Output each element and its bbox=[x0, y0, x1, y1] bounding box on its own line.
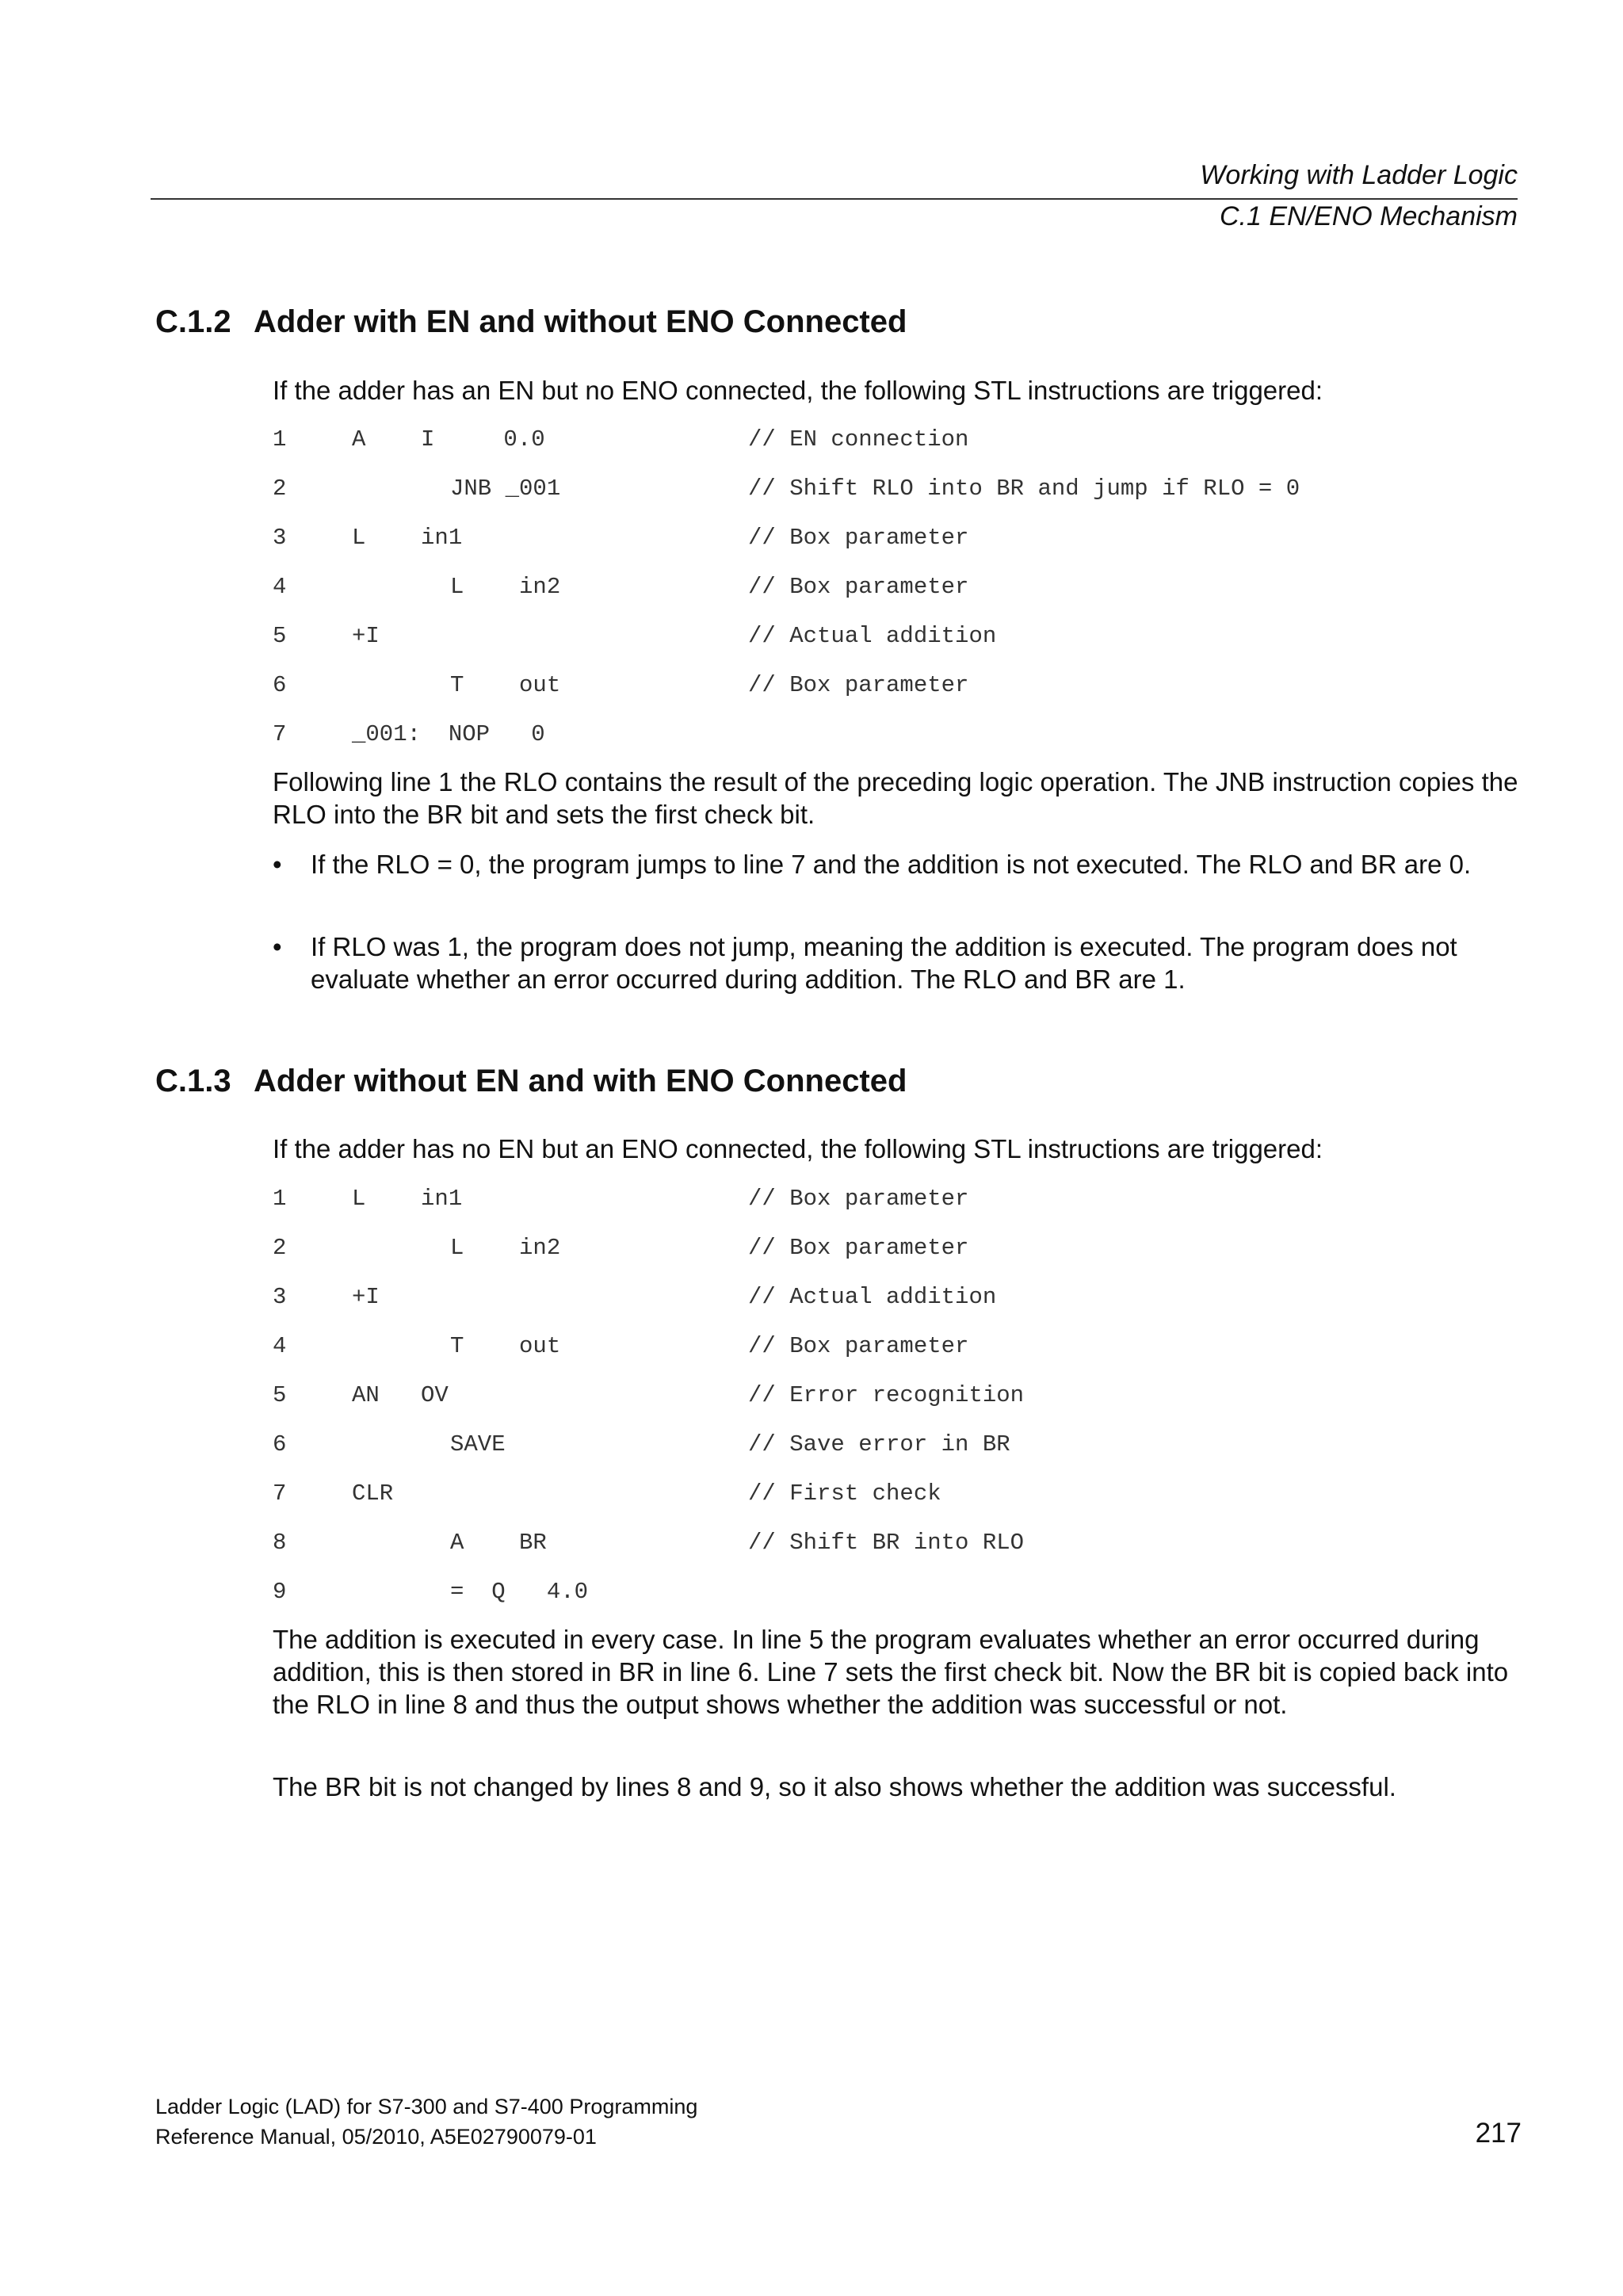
stl-comment: // First check bbox=[748, 1480, 941, 1507]
stl-comment: // Box parameter bbox=[748, 525, 969, 551]
stl-comment: // Shift BR into RLO bbox=[748, 1530, 1025, 1556]
stl-instruction: L in1 bbox=[352, 525, 463, 551]
line-number: 5 bbox=[273, 623, 287, 649]
section-title: Adder with EN and without ENO Connected bbox=[254, 304, 907, 339]
code-line bbox=[273, 1527, 1382, 1559]
stl-instruction: _001: NOP 0 bbox=[352, 721, 545, 747]
code-line bbox=[273, 1429, 1382, 1461]
stl-comment: // Save error in BR bbox=[748, 1431, 1010, 1457]
stl-instruction: CLR bbox=[352, 1480, 394, 1507]
line-number: 7 bbox=[273, 1480, 287, 1507]
bullet-text: If the RLO = 0, the program jumps to line 7 and the addition is not executed. The RLO and BR are 0. bbox=[311, 850, 1472, 879]
stl-instruction: L in2 bbox=[450, 1235, 561, 1261]
stl-instruction: SAVE bbox=[450, 1431, 506, 1457]
stl-instruction: T out bbox=[450, 672, 561, 698]
stl-instruction: L in2 bbox=[450, 574, 561, 600]
line-number: 4 bbox=[273, 574, 287, 600]
footer-title: Ladder Logic (LAD) for S7-300 and S7-400 Programming bbox=[155, 2095, 698, 2118]
closing-paragraph: The BR bit is not changed by lines 8 and 9, so it also shows whether the addition was successful. bbox=[273, 1772, 1396, 1801]
line-number: 1 bbox=[273, 1186, 287, 1212]
line-number: 2 bbox=[273, 1235, 287, 1261]
stl-comment: // Error recognition bbox=[748, 1382, 1025, 1408]
line-number: 3 bbox=[273, 1284, 287, 1310]
explanation-paragraph: The addition is executed in every case. In line 5 the program evaluates whether an error occurred during addition, this is then stored in BR in line 6. Line 7 sets the first check bit. Now the BR bit is copied back into the RLO in line 8 and thus the output shows whether the addition was successful or not. bbox=[273, 1625, 1509, 1719]
stl-comment: // Actual addition bbox=[748, 1284, 997, 1310]
code-line bbox=[273, 424, 1382, 456]
line-number: 5 bbox=[273, 1382, 287, 1408]
code-line bbox=[273, 670, 1382, 701]
stl-comment: // Actual addition bbox=[748, 623, 997, 649]
bullet-item bbox=[273, 848, 1525, 881]
stl-instruction: AN OV bbox=[352, 1382, 449, 1408]
section-number: C.1.3 bbox=[155, 1064, 231, 1098]
explanation-paragraph: Following line 1 the RLO contains the result of the preceding logic operation. The JNB instruction copies the RLO into the BR bit and sets the first check bit. bbox=[273, 767, 1518, 829]
header-divider bbox=[151, 198, 1518, 200]
line-number: 6 bbox=[273, 1431, 287, 1457]
stl-instruction: +I bbox=[352, 623, 380, 649]
code-line bbox=[273, 719, 1382, 751]
stl-comment: // EN connection bbox=[748, 426, 969, 453]
page-number: 217 bbox=[1475, 2118, 1522, 2149]
section-title: Adder without EN and with ENO Connected bbox=[254, 1064, 907, 1098]
code-line bbox=[273, 522, 1382, 554]
bullet-text: If RLO was 1, the program does not jump, meaning the addition is executed. The program does not evaluate whether an error occurred during addition. The RLO and BR are 1. bbox=[311, 932, 1457, 994]
stl-comment: // Box parameter bbox=[748, 672, 969, 698]
bullet-item bbox=[273, 930, 1525, 995]
line-number: 1 bbox=[273, 426, 287, 453]
bullet-icon: • bbox=[273, 850, 282, 879]
stl-instruction: JNB _001 bbox=[450, 476, 561, 502]
footer-document-id: Reference Manual, 05/2010, A5E02790079-01 bbox=[155, 2125, 597, 2149]
stl-comment: // Box parameter bbox=[748, 1235, 969, 1261]
stl-instruction: A I 0.0 bbox=[352, 426, 545, 453]
running-header-chapter: Working with Ladder Logic bbox=[1200, 160, 1518, 190]
line-number: 2 bbox=[273, 476, 287, 502]
code-line bbox=[273, 1576, 1382, 1608]
stl-instruction: A BR bbox=[450, 1530, 547, 1556]
code-line bbox=[273, 1282, 1382, 1313]
line-number: 4 bbox=[273, 1333, 287, 1359]
code-line bbox=[273, 473, 1382, 505]
stl-instruction: = Q 4.0 bbox=[450, 1579, 589, 1605]
code-line bbox=[273, 1232, 1382, 1264]
line-number: 3 bbox=[273, 525, 287, 551]
stl-instruction: T out bbox=[450, 1333, 561, 1359]
line-number: 7 bbox=[273, 721, 287, 747]
section-heading-c12 bbox=[155, 303, 907, 341]
intro-paragraph: If the adder has no EN but an ENO connected, the following STL instructions are triggered: bbox=[273, 1134, 1323, 1163]
stl-comment: // Box parameter bbox=[748, 1333, 969, 1359]
line-number: 9 bbox=[273, 1579, 287, 1605]
code-line bbox=[273, 571, 1382, 603]
line-number: 6 bbox=[273, 672, 287, 698]
section-number: C.1.2 bbox=[155, 304, 231, 339]
code-line bbox=[273, 1380, 1382, 1412]
bullet-icon: • bbox=[273, 932, 282, 961]
code-line bbox=[273, 1478, 1382, 1510]
stl-comment: // Shift RLO into BR and jump if RLO = 0 bbox=[748, 476, 1300, 502]
section-heading-c13 bbox=[155, 1062, 907, 1100]
running-header-section: C.1 EN/ENO Mechanism bbox=[1220, 201, 1518, 231]
intro-paragraph: If the adder has an EN but no ENO connected, the following STL instructions are triggered: bbox=[273, 376, 1323, 405]
stl-instruction: L in1 bbox=[352, 1186, 463, 1212]
stl-instruction: +I bbox=[352, 1284, 380, 1310]
footer bbox=[155, 2092, 697, 2152]
line-number: 8 bbox=[273, 1530, 287, 1556]
code-line bbox=[273, 1183, 1382, 1215]
code-line bbox=[273, 1331, 1382, 1362]
stl-comment: // Box parameter bbox=[748, 1186, 969, 1212]
stl-comment: // Box parameter bbox=[748, 574, 969, 600]
code-line bbox=[273, 621, 1382, 652]
